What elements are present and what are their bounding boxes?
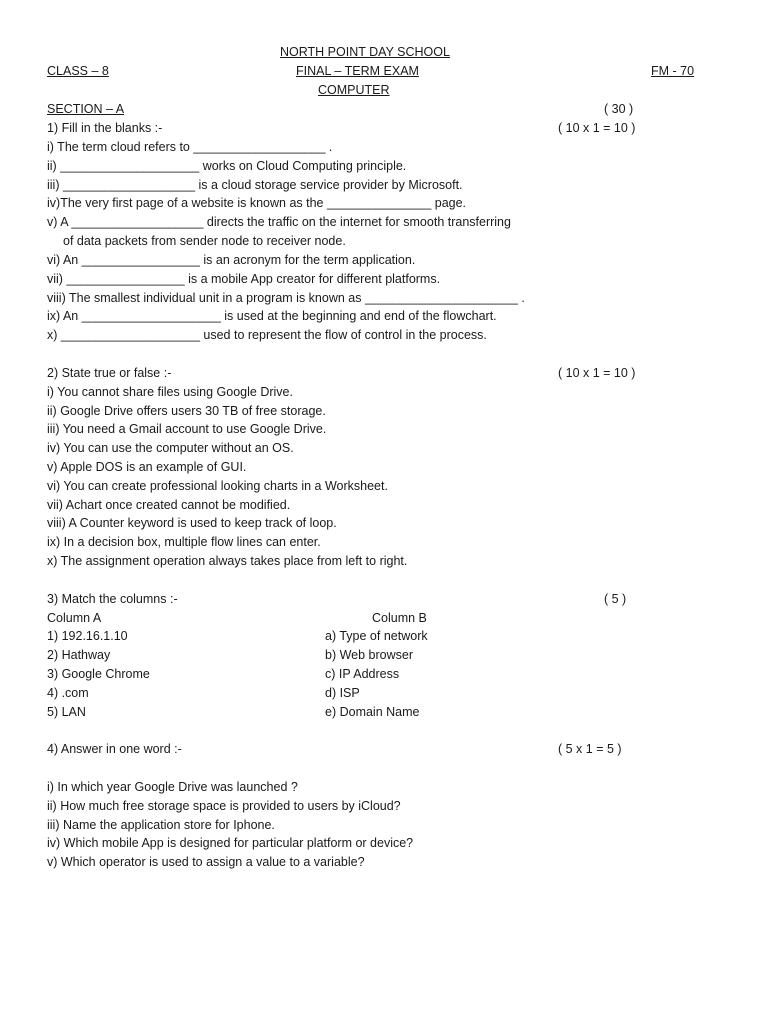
full-marks: FM - 70 [651,64,695,78]
q1-item: ix) An ____________________ is used at the beginning and end of the flowchart. [47,309,497,323]
q2-item: ii) Google Drive offers users 30 TB of free storage. [47,404,326,418]
q4-item: iii) Name the application store for Iphone. [47,818,275,832]
q1-item: vii) _________________ is a mobile App creator for different platforms. [47,272,441,286]
subject-title: COMPUTER [318,83,390,97]
section-marks: ( 30 ) [604,102,634,116]
q1-item: iv)The very first page of a website is known as the _______________ page. [47,196,467,210]
q2-item: i) You cannot share files using Google Drive. [47,385,293,399]
q4-title: 4) Answer in one word :- [47,742,182,756]
column-b-item: d) ISP [325,686,360,700]
q2-item: vi) You can create professional looking charts in a Worksheet. [47,479,388,493]
q2-item: x) The assignment operation always takes place from left to right. [47,554,408,568]
q1-title: 1) Fill in the blanks :- [47,121,163,135]
school-name: NORTH POINT DAY SCHOOL [280,45,450,59]
q4-item: ii) How much free storage space is provided to users by iCloud? [47,799,401,813]
column-b-header: Column B [372,611,427,625]
q2-title: 2) State true or false :- [47,366,172,380]
q1-item: vi) An _________________ is an acronym for the term application. [47,253,416,267]
column-a-item: 1) 192.16.1.10 [47,629,128,643]
q1-marks: ( 10 x 1 = 10 ) [558,121,636,135]
q1-item-continuation: of data packets from sender node to receiver node. [63,234,346,248]
section-title: SECTION – A [47,102,125,116]
q1-item: i) The term cloud refers to ___________________ . [47,140,333,154]
column-b-item: a) Type of network [325,629,428,643]
q4-marks: ( 5 x 1 = 5 ) [558,742,622,756]
q2-marks: ( 10 x 1 = 10 ) [558,366,636,380]
q2-item: ix) In a decision box, multiple flow lines can enter. [47,535,321,549]
column-a-item: 2) Hathway [47,648,111,662]
q2-item: v) Apple DOS is an example of GUI. [47,460,247,474]
q3-title: 3) Match the columns :- [47,592,178,606]
column-a-item: 5) LAN [47,705,86,719]
column-b-item: e) Domain Name [325,705,420,719]
column-b-item: c) IP Address [325,667,400,681]
q2-item: iv) You can use the computer without an OS. [47,441,294,455]
q4-item: iv) Which mobile App is designed for particular platform or device? [47,836,414,850]
q1-item: iii) ___________________ is a cloud storage service provider by Microsoft. [47,178,463,192]
q1-item: v) A ___________________ directs the traffic on the internet for smooth transferring [47,215,511,229]
exam-title: FINAL – TERM EXAM [296,64,419,78]
q4-item: v) Which operator is used to assign a value to a variable? [47,855,365,869]
q2-item: vii) Achart once created cannot be modified. [47,498,291,512]
q2-item: viii) A Counter keyword is used to keep track of loop. [47,516,337,530]
class-label: CLASS – 8 [47,64,109,78]
q4-item: i) In which year Google Drive was launched ? [47,780,298,794]
q1-item: viii) The smallest individual unit in a program is known as ______________________ . [47,291,525,305]
column-b-item: b) Web browser [325,648,413,662]
column-a-item: 3) Google Chrome [47,667,150,681]
column-a-item: 4) .com [47,686,89,700]
column-a-header: Column A [47,611,102,625]
q1-item: ii) ____________________ works on Cloud Computing principle. [47,159,407,173]
q1-item: x) ____________________ used to represent the flow of control in the process. [47,328,487,342]
q3-marks: ( 5 ) [604,592,627,606]
q2-item: iii) You need a Gmail account to use Google Drive. [47,422,327,436]
